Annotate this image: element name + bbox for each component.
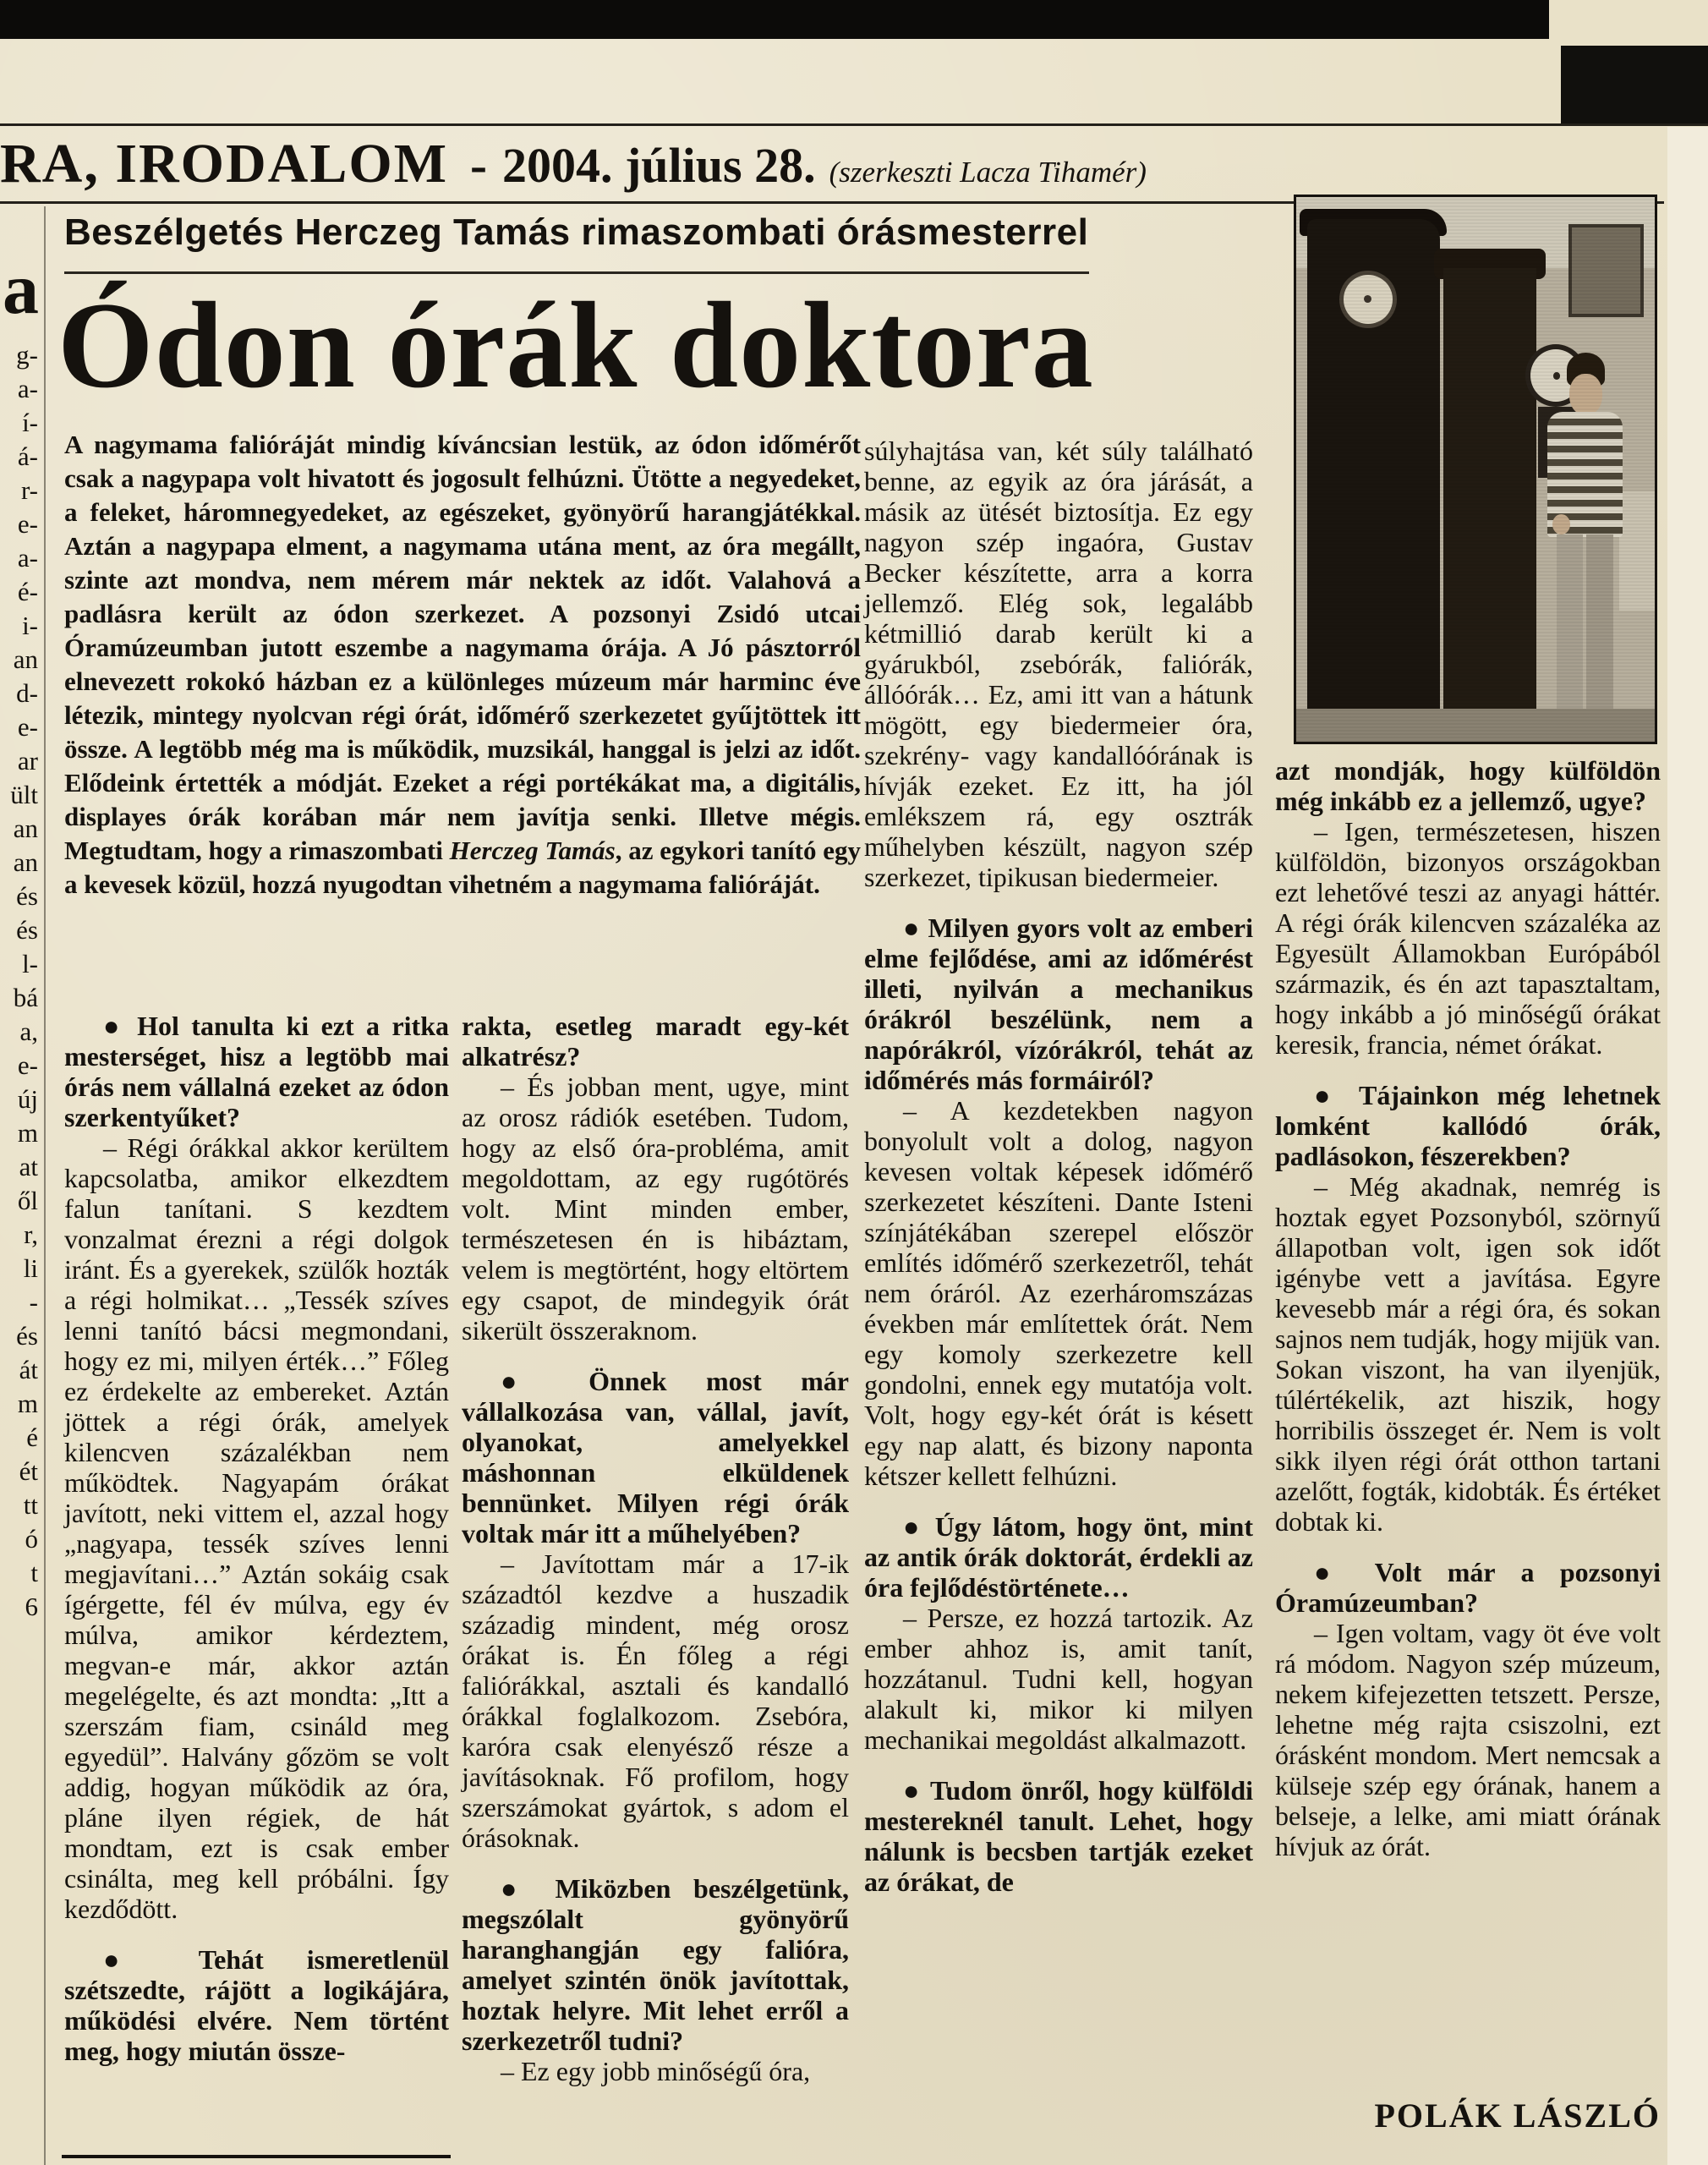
issue-date: 2004. július 28. — [501, 138, 816, 193]
answer: – Igen, természetesen, hiszen külföldön, bizonyos országokban ezt lehetővé teszi az anyagi háttér. A régi órák kilencven százaléka az Egyesült Államokban Európából származik, és én azt tapasztaltam, hogy inkább a jó minőségű órákat keresik, francia, német órákat. — [1275, 816, 1661, 1060]
column-3 — [864, 436, 1253, 1897]
framed-picture — [1568, 224, 1644, 316]
author-byline: POLÁK LÁSZLÓ — [1374, 2096, 1661, 2135]
wall-clock-case — [1538, 407, 1578, 478]
question: ● Tudom önről, hogy külföldi mestereknél tanult. Lehet, hogy nálunk is becsben tartják ezeket az órákat, de — [864, 1775, 1253, 1897]
watchmaker-trouser-left — [1557, 534, 1583, 725]
section-title: RA, IRODALOM — [0, 133, 448, 195]
column-1 — [64, 1011, 449, 2066]
photo-ceiling — [1296, 197, 1655, 268]
column-end-rule — [62, 2155, 451, 2158]
kicker-underline — [64, 271, 1089, 274]
question: ● Milyen gyors volt az emberi elme fejlődése, ami az időmérést illeti, nyilván a mechanikus órákról beszélünk, nem a napórákról, vízórákról, tehát az időmérés más formáiról? — [864, 913, 1253, 1095]
question: ● Volt már a pozsonyi Óramúzeumban? — [1275, 1557, 1661, 1618]
grandfather-clock-tall — [1307, 219, 1440, 742]
question: ● Úgy látom, hogy önt, mint az antik órák doktorát, érdekli az óra fejlődéstörténete… — [864, 1511, 1253, 1603]
question: ● Tájainkon még lehetnek lomként kallódó órák, padlásokon, fészerekben? — [1275, 1080, 1661, 1171]
editor-note: (szerkeszti Lacza Tihamér) — [829, 156, 1147, 189]
article-photo — [1294, 195, 1657, 744]
masthead — [0, 132, 1147, 196]
grandfather-clock-crown — [1300, 209, 1447, 236]
masthead-separator: - — [470, 137, 487, 193]
watchmaker-hair — [1567, 353, 1605, 386]
headline: Ódon órák doktora — [57, 277, 1094, 414]
lead-paragraph — [64, 428, 861, 902]
wall-clock-face — [1525, 344, 1586, 407]
watchmaker-striped-shirt — [1547, 412, 1623, 537]
watchmaker-trouser-right — [1586, 534, 1612, 725]
kicker: Beszélgetés Herczeg Tamás rimaszombati órásmesterrel — [64, 211, 1089, 253]
grandfather-clock-face — [1339, 271, 1397, 328]
cutoff-fragments: g- a- í- á- r- e- a- é- i- an d- e- ar ült an an és és l- bá a, e- új m at ől r, li - és át m é ét tt ó t 6 — [10, 340, 38, 1621]
answer: – És jobban ment, ugye, mint az orosz rádiók esetében. Tudom, hogy az első óra-probléma, amit megoldottam, az egy rugótörés volt. Mint minden ember, természetesen én is hibáztam, velem is megtörtént, hogy eltörtem egy csapot, de mindegyik órát sikerült összeraknom. — [462, 1072, 849, 1346]
watchmaker-face — [1569, 374, 1602, 415]
lead-text-2: , az egykori tanító egy a kevesek közül, hozzá nyugodtan vihetném a nagymama falióráját. — [64, 836, 861, 899]
answer: – A kezdetekben nagyon bonyolult volt a dolog, nagyon kevesen voltak képesek időmérő szerkezetet készíteni. Dante Isteni színjátékában szerepel először említés időmérő szerkezetről, tehát nem óráról. Az ezerháromszázas években már említettek órát. Nem egy komoly szerkezetre kell gondolni, ennek egy mutatója volt. Volt, hogy egy-két órát is késett egy nap alatt, és bizony naponta kétszer kellett felhúzni. — [864, 1095, 1253, 1491]
question: ● Önnek most már vállalkozása van, vállal, javít, olyanokat, amelyekkel máshonnan elküldenek bennünket. Milyen régi órák voltak már itt a műhelyében? — [462, 1366, 849, 1548]
answer-continuation: súlyhajtása van, két súly található benne, az egyik az óra járását, a másik az ütését biztosítja. Ez egy nagyon szép ingaóra, Gustav Becker készítette, arra a korra jellemző. Elég sok, legalább kétmillió darab került ki a gyárukból, zsebórák, faliórák, állóórák… Ez, ami itt van a hátunk mögött, egy biedermeier óra, szekrény- vagy kandallóórának is hívják ezeket. Ez itt, ha jól emlékszem rá, egy osztrák műhelyben készült, nagyon szép szerkezet, tipikusan biedermeier. — [864, 436, 1253, 892]
top-black-bar — [0, 0, 1549, 39]
lead-name-italic: Herczeg Tamás — [449, 836, 616, 865]
watchmaker-hand — [1552, 514, 1570, 534]
photo-floor-shadow — [1296, 709, 1655, 742]
lead-text-1: A nagymama falióráját mindig kíváncsian lestük, az ódon időmérőt csak a nagypapa volt hivatott és jogosult felhúzni. Ütötte a negyedeket, a feleket, háromnegyedeket, az egészeket, gyönyörű harangjátékkal. Aztán a nagypapa elment, a nagymama utána ment, az óra megállt, szinte azt mondva, nem mérem már nektek az időt. Valahová a padlásra került az ódon szerkezet. A pozsonyi Zsidó utcai Óramúzeumban jutott eszembe a nagymama órája. A Jó pásztorról elnevezett rokokó házban ez a különleges múzeum már harminc éve létezik, mintegy nyolcvan régi órát, időmérő szerkezetet gyűjtöttek itt össze. A legtöbb még ma is működik, muzsikál, hanggal is jelzi az időt. Elődeink értették a módját. Ezeket a régi portékákat ma, a digitális, displayes órák korában már nem javítja senki. Illetve mégis. Megtudtam, hogy a rimaszombati — [64, 430, 861, 865]
column-4 — [1275, 755, 1661, 1861]
question-continuation: rakta, esetleg maradt egy-két alkatrész? — [462, 1011, 849, 1072]
top-right-ink-block — [1561, 46, 1708, 123]
adjacent-column-cutoff — [0, 206, 46, 2165]
answer: – Régi órákkal akkor kerültem kapcsolatba, amikor elkezdtem falun tanítani. S kezdtem vonzalmat érezni a régi dolgok iránt. És a gyerekek, szülők hozták a régi holmikat… „Tessék szíves lenni tanító bácsi megmondani, hogy ez mi, milyen érték…” Főleg ez érdekelte az embereket. Aztán jöttek a régi órák, amelyek kilencven százalékban nem működtek. Nagyapám órákat javított, neki vittem el, azzal hogy „nagyapa, tessék szíves lenni megjavítani…” Aztán sokáig csak ígérgette, fél év múlva, egy év múlva, amikor kérdeztem, megvan-e már, akkor aztán megelégelte, és azt mondta: „Itt a szerszám fiam, csináld meg egyedül”. Halvány gőzöm se volt addig, hogyan működik az óra, pláne ilyen régiek, de hát mondtam, ezt is csak ember csinálta, meg kell próbálni. Így kezdődött. — [64, 1132, 449, 1924]
page-right-margin — [1667, 127, 1708, 2165]
question: ● Tehát ismeretlenül szétszedte, rájött a logikájára, működési elvére. Nem történt meg, hogy miután össze- — [64, 1944, 449, 2066]
answer: – Persze, ez hozzá tartozik. Az ember ahhoz is, amit tanít, hozzátanul. Tudni kell, hogyan alakult ki, mikor ki milyen mechanikai megoldást alkalmazott. — [864, 1603, 1253, 1755]
answer: – Még akadnak, nemrég is hoztak egyet Pozsonyból, szörnyű állapotban volt, igen sok időt igénybe vett a javítása. Egyre kevesebb már a régi óra, és sokan sajnos nem tudják, hogy mijük van. Sokan viszont, ha van ilyenjük, túlértékelik, azt hiszik, hogy horribilis összeget ér. Nem is volt sikk ilyen régi órát otthon tartani azelőtt, fogták, kidobták. És értéket dobtak ki. — [1275, 1171, 1661, 1537]
question: ● Miközben beszélgetünk, megszólalt gyönyörű haranghangján egy falióra, amelyet szintén önök javítottak, hoztak helyre. Mit lehet erről a szerkezetről tudni? — [462, 1873, 849, 2056]
middle-clock-crown — [1434, 249, 1545, 278]
question: ● Hol tanulta ki ezt a ritka mesterséget, hisz a legtöbb mai órás nem vállalná ezeket az ódon szerkentyűket? — [64, 1011, 449, 1132]
wall-light-patch — [1619, 491, 1655, 611]
masthead-top-rule — [0, 123, 1708, 126]
answer: – Igen voltam, vagy öt éve volt rá módom. Nagyon szép múzeum, nekem kifejezetten tetszett. Persze, lehetne még rajta csiszolni, ezt órásként mondom. Mert nemcsak a külseje szép egy órának, hanem a belseje, a lelke, ami miatt órának hívjuk az órát. — [1275, 1618, 1661, 1861]
answer: – Ez egy jobb minőségű óra, — [501, 2056, 811, 2086]
column-2 — [462, 1011, 849, 2086]
cutoff-letter: a — [3, 248, 39, 329]
answer: – Javítottam már a 17-ik századtól kezdve a huszadik századig mindent, még orosz órákat is. Én főleg a régi faliórákkal, asztali és kandalló órákkal foglalkozom. Zsebóra, karóra csak elenyésző része a javításoknak. Fő profilom, hogy szerszámokat gyártok, s adom el órásoknak. — [462, 1548, 849, 1853]
question-continuation: azt mondják, hogy külföldön még inkább ez a jellemző, ugye? — [1275, 755, 1661, 816]
grandfather-clock-middle — [1443, 268, 1536, 742]
